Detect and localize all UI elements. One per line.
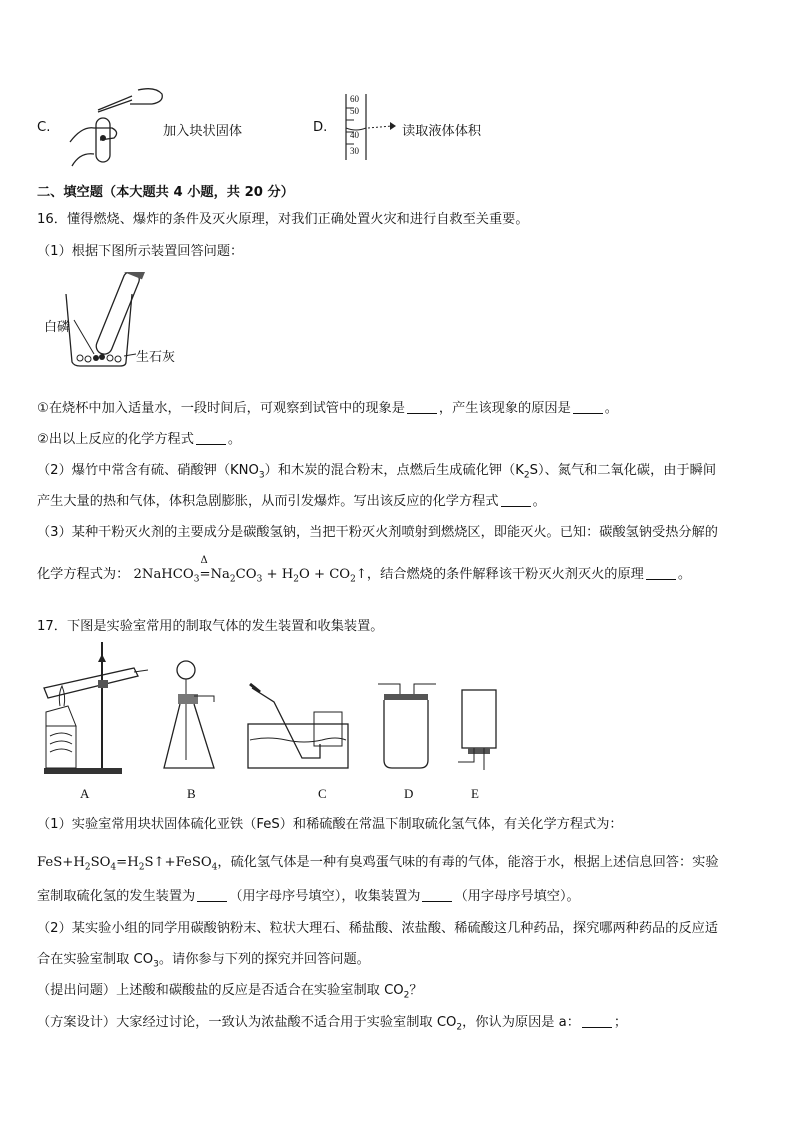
answer-blank[interactable]	[582, 1015, 612, 1028]
q17-part1-line2: $FeS+H_2SO_4=H_2S↑+FeSO_4$，硫化氢气体是一种有臭鸡蛋气味的有毒的气体，能溶于水，根据上述信息回答：实验	[37, 855, 719, 873]
option-d-letter: D.	[313, 120, 328, 135]
equation-nahco3: 2NaHCO$_3$ Δ $=Na_2CO_3 + H_2O$ + $CO_2↑$	[133, 555, 367, 585]
q17-part1-line3: 室制取硫化氢的发生装置为 （用字母序号填空），收集装置为 （用字母序号填空）。	[37, 889, 580, 904]
q16-sub1: ①在烧杯中加入适量水，一段时间后，可观察到试管中的现象是 ，产生该现象的原因是 。	[37, 401, 618, 416]
cylinder-tick-50: 50	[350, 106, 359, 116]
q17-ask: （提出问题）上述酸和碳酸盐的反应是否适合在实验室制取 $CO_2$？	[37, 983, 423, 1001]
option-c-letter: C.	[37, 120, 51, 135]
answer-blank[interactable]	[422, 889, 452, 902]
beaker-testtube-figure	[44, 272, 184, 372]
q16-part2-line2: 产生大量的热和气体，体积急剧膨胀，从而引发爆炸。写出该反应的化学方程式 。	[37, 494, 546, 509]
answer-blank[interactable]	[407, 401, 437, 414]
q17-part1-line1: （1）实验室常用块状固体硫化亚铁（FeS）和稀硫酸在常温下制取硫化氢气体，有关化学方程式为：	[37, 817, 623, 832]
q17-part2-line1: （2）某实验小组的同学用碳酸钠粉末、粒状大理石、稀盐酸、浓盐酸、稀硫酸这几种药品，探究哪两种药品的反应适	[37, 921, 718, 936]
option-d-text: 读取液体体积	[402, 124, 482, 139]
apparatus-label-d: D	[404, 786, 414, 801]
apparatus-label-e: E	[471, 786, 479, 801]
q16-part1: （1）根据下图所示装置回答问题：	[37, 244, 244, 259]
answer-blank[interactable]	[646, 567, 676, 580]
q16-stem: 16．懂得燃烧、爆炸的条件及灭火原理，对我们正确处置火灾和进行自救至关重要。	[37, 212, 529, 227]
q16-part3-line1: （3）某种干粉灭火剂的主要成分是碳酸氢钠，当把干粉灭火剂喷射到燃烧区，即能灭火。已知：碳酸氢钠受热分解的	[37, 525, 718, 540]
label-white-phosphorus: 白磷	[44, 320, 71, 335]
cylinder-tick-30: 30	[350, 146, 359, 156]
graduated-cylinder-figure	[340, 94, 402, 160]
q16-part2-line1: （2）爆竹中常含有硫、硝酸钾$(KNO_3)$和木炭的混合粉末，点燃后生成硫化钾$(K_2S)$、氮气和二氧化碳，由于瞬间	[37, 463, 717, 481]
answer-blank[interactable]	[573, 401, 603, 414]
section-title: 二、填空题（本大题共 4 小题，共 20 分）	[37, 185, 294, 200]
test-tube-tweezers-figure	[60, 82, 170, 174]
q17-stem: 17．下图是实验室常用的制取气体的发生装置和收集装置。	[37, 619, 384, 634]
q17-design: （方案设计）大家经过讨论，一致认为浓盐酸不适合用于实验室制取 $CO_2$，你认为原因是 a： ；	[37, 1015, 628, 1033]
gas-apparatus-figure	[38, 640, 508, 780]
answer-blank[interactable]	[197, 889, 227, 902]
equation-fes: $FeS+H_2SO_4=H_2S↑+FeSO_4$	[37, 855, 218, 873]
apparatus-label-c: C	[318, 786, 327, 801]
q16-part3-line2: 化学方程式为： 2NaHCO$_3$ Δ $=Na_2CO_3 + H_2O$ + $CO_2↑$，结合燃烧的条件解释该干粉灭火剂灭火的原理 。	[37, 555, 692, 585]
q17-part2-line2: 合在实验室制取 $CO_3$。请你参与下列的探究并回答问题。	[37, 952, 370, 970]
option-c-text: 加入块状固体	[163, 124, 243, 139]
cylinder-tick-60: 60	[350, 94, 359, 104]
q16-sub2: ②出以上反应的化学方程式 。	[37, 432, 242, 447]
apparatus-label-b: B	[187, 786, 196, 801]
answer-blank[interactable]	[196, 432, 226, 445]
label-quicklime: 生石灰	[136, 350, 176, 365]
apparatus-label-a: A	[80, 786, 90, 801]
cylinder-tick-40: 40	[350, 130, 359, 140]
answer-blank[interactable]	[501, 494, 531, 507]
